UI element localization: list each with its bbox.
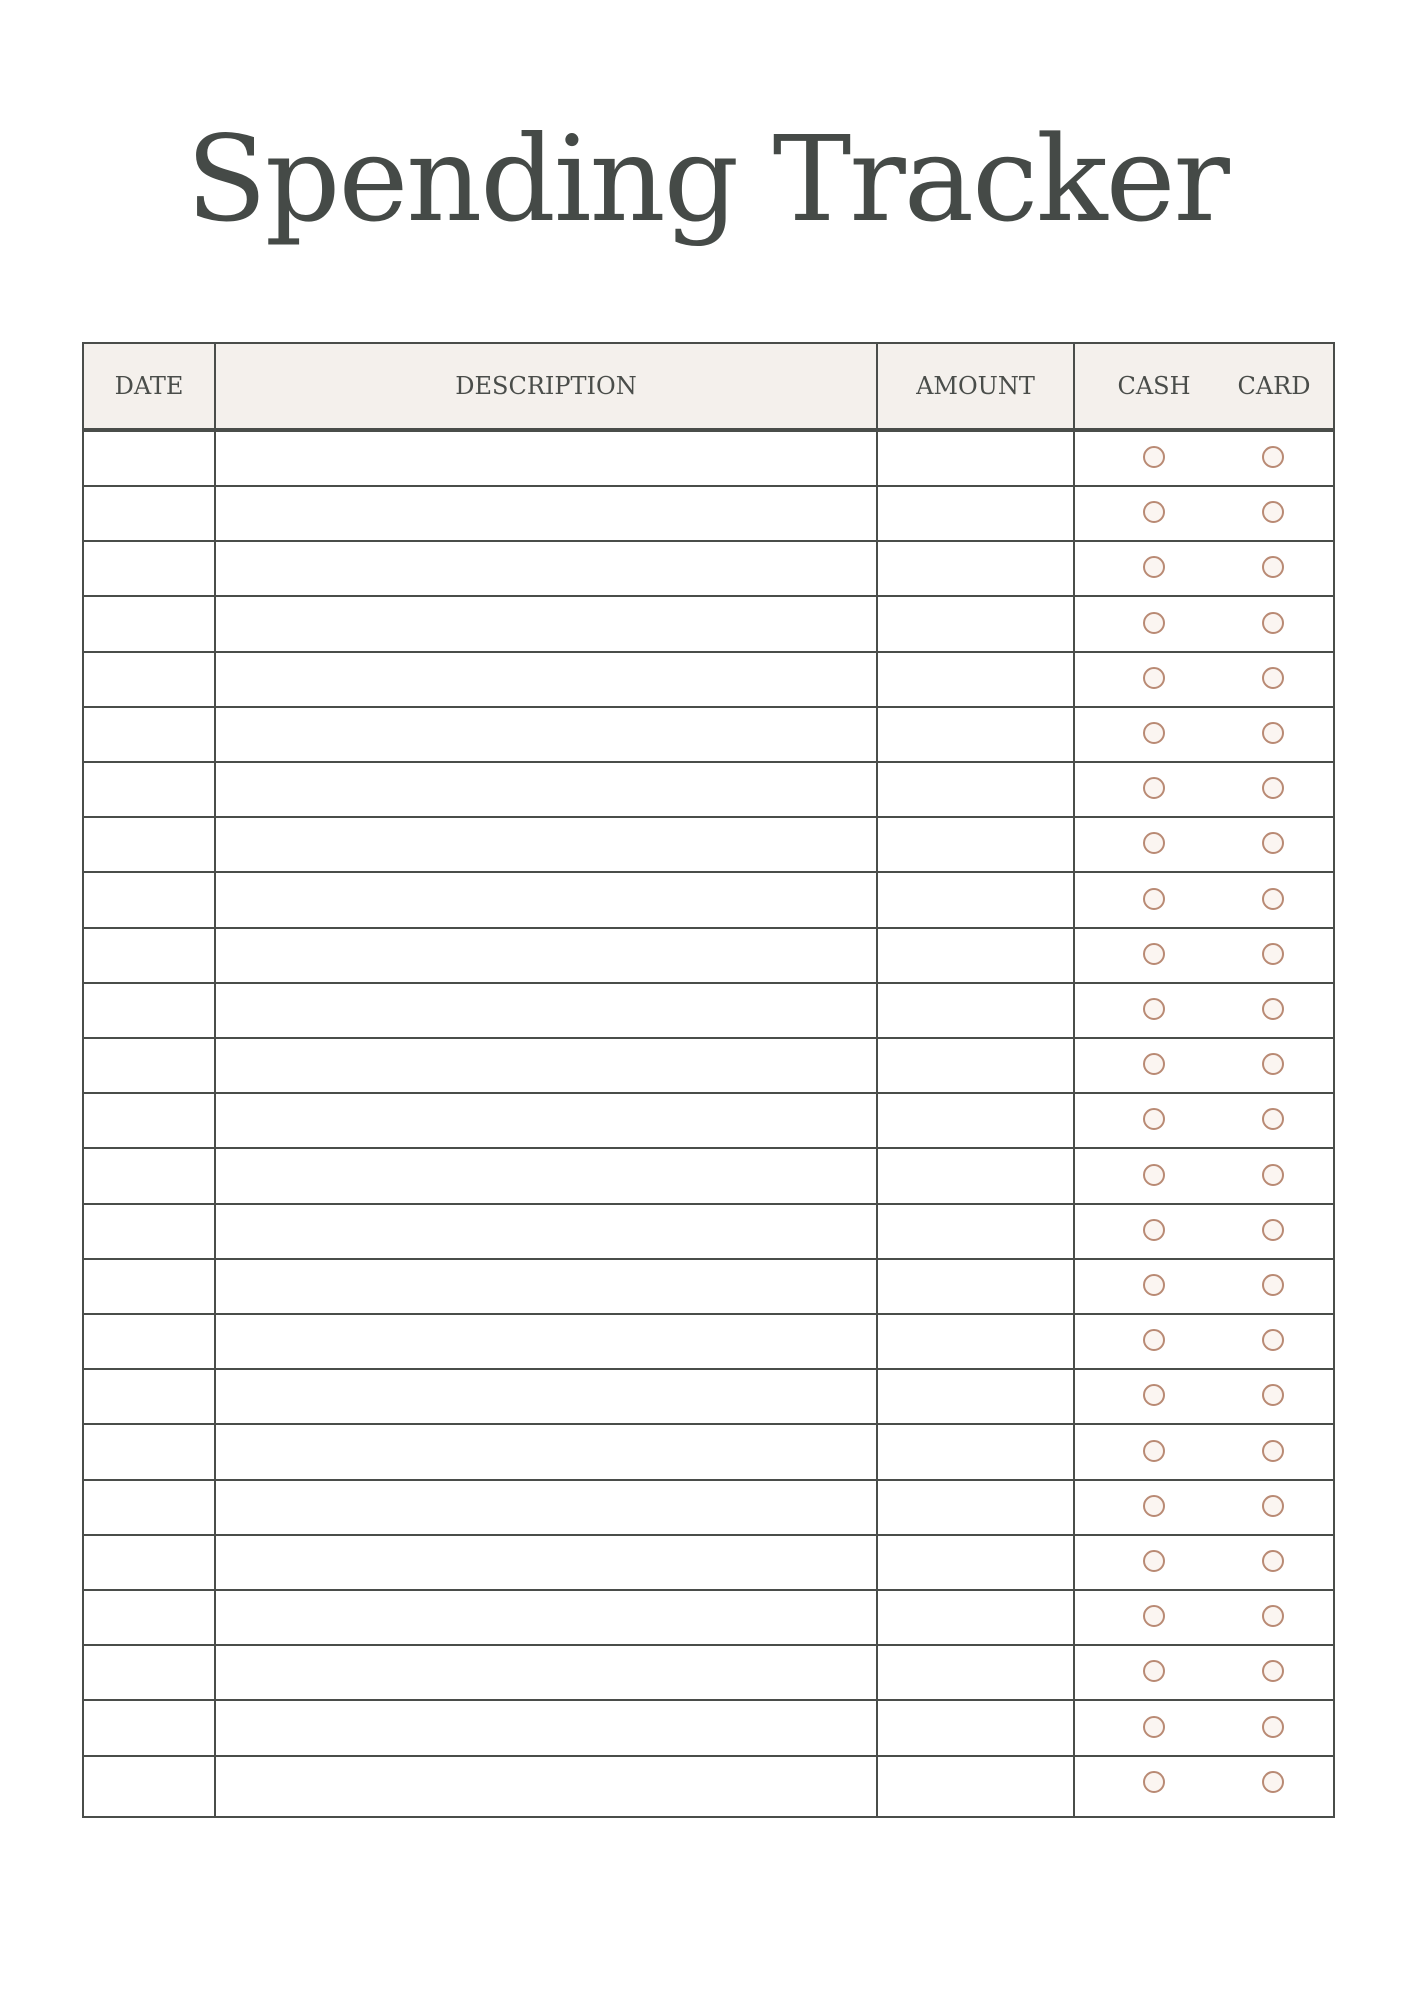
description-cell[interactable] bbox=[216, 1426, 876, 1479]
description-cell[interactable] bbox=[216, 763, 876, 816]
card-radio[interactable] bbox=[1262, 612, 1284, 634]
table-row bbox=[84, 1315, 1333, 1370]
description-cell[interactable] bbox=[216, 1094, 876, 1147]
table-row bbox=[84, 653, 1333, 708]
card-radio[interactable] bbox=[1262, 1771, 1284, 1793]
table-row bbox=[84, 1702, 1333, 1757]
table-row bbox=[84, 487, 1333, 542]
cash-radio[interactable] bbox=[1143, 1440, 1165, 1462]
table-row bbox=[84, 929, 1333, 984]
description-cell[interactable] bbox=[216, 929, 876, 982]
table-row bbox=[84, 1260, 1333, 1315]
card-radio[interactable] bbox=[1262, 501, 1284, 523]
amount-cell[interactable] bbox=[878, 929, 1073, 982]
date-cell[interactable] bbox=[84, 984, 214, 1037]
card-radio[interactable] bbox=[1262, 1329, 1284, 1351]
table-row bbox=[84, 598, 1333, 653]
card-radio[interactable] bbox=[1262, 722, 1284, 744]
table-row bbox=[84, 874, 1333, 929]
table-row bbox=[84, 1094, 1333, 1149]
cash-radio[interactable] bbox=[1143, 943, 1165, 965]
description-cell[interactable] bbox=[216, 708, 876, 761]
amount-cell[interactable] bbox=[878, 1481, 1073, 1534]
amount-cell[interactable] bbox=[878, 1536, 1073, 1589]
amount-cell[interactable] bbox=[878, 984, 1073, 1037]
date-cell[interactable] bbox=[84, 598, 214, 651]
table-row bbox=[84, 542, 1333, 597]
table-row bbox=[84, 1536, 1333, 1591]
amount-cell[interactable] bbox=[878, 1591, 1073, 1644]
date-cell[interactable] bbox=[84, 1094, 214, 1147]
card-radio[interactable] bbox=[1262, 943, 1284, 965]
cash-radio[interactable] bbox=[1143, 501, 1165, 523]
amount-cell[interactable] bbox=[878, 708, 1073, 761]
amount-cell[interactable] bbox=[878, 1205, 1073, 1258]
amount-cell[interactable] bbox=[878, 432, 1073, 485]
column-header-date: DATE bbox=[114, 372, 184, 400]
card-radio[interactable] bbox=[1262, 1108, 1284, 1130]
table-row bbox=[84, 1205, 1333, 1260]
card-radio[interactable] bbox=[1262, 1440, 1284, 1462]
cash-radio[interactable] bbox=[1143, 667, 1165, 689]
card-radio[interactable] bbox=[1262, 1660, 1284, 1682]
amount-cell[interactable] bbox=[878, 1260, 1073, 1313]
date-cell[interactable] bbox=[84, 1260, 214, 1313]
amount-cell[interactable] bbox=[878, 1315, 1073, 1368]
card-radio[interactable] bbox=[1262, 1384, 1284, 1406]
amount-cell[interactable] bbox=[878, 1370, 1073, 1423]
cash-radio[interactable] bbox=[1143, 888, 1165, 910]
column-header-amount: AMOUNT bbox=[916, 372, 1035, 400]
card-radio[interactable] bbox=[1262, 446, 1284, 468]
cash-radio[interactable] bbox=[1143, 1108, 1165, 1130]
cash-radio[interactable] bbox=[1143, 1329, 1165, 1351]
spending-table bbox=[82, 342, 1335, 1818]
description-cell[interactable] bbox=[216, 432, 876, 485]
description-cell[interactable] bbox=[216, 1205, 876, 1258]
description-cell[interactable] bbox=[216, 1757, 876, 1810]
cash-radio[interactable] bbox=[1143, 1550, 1165, 1572]
date-cell[interactable] bbox=[84, 1757, 214, 1810]
amount-cell[interactable] bbox=[878, 1150, 1073, 1203]
table-row bbox=[84, 763, 1333, 818]
amount-cell[interactable] bbox=[878, 874, 1073, 927]
table-row bbox=[84, 432, 1333, 487]
cash-radio[interactable] bbox=[1143, 1495, 1165, 1517]
description-cell[interactable] bbox=[216, 1370, 876, 1423]
table-row bbox=[84, 1039, 1333, 1094]
description-cell[interactable] bbox=[216, 542, 876, 595]
cash-radio[interactable] bbox=[1143, 722, 1165, 744]
description-cell[interactable] bbox=[216, 984, 876, 1037]
cash-radio[interactable] bbox=[1143, 777, 1165, 799]
amount-cell[interactable] bbox=[878, 542, 1073, 595]
description-cell[interactable] bbox=[216, 653, 876, 706]
amount-cell[interactable] bbox=[878, 1039, 1073, 1092]
card-radio[interactable] bbox=[1262, 667, 1284, 689]
date-cell[interactable] bbox=[84, 1039, 214, 1092]
card-radio[interactable] bbox=[1262, 1053, 1284, 1075]
card-radio[interactable] bbox=[1262, 1495, 1284, 1517]
table-row bbox=[84, 708, 1333, 763]
date-cell[interactable] bbox=[84, 763, 214, 816]
description-cell[interactable] bbox=[216, 598, 876, 651]
description-cell[interactable] bbox=[216, 818, 876, 871]
card-radio[interactable] bbox=[1262, 556, 1284, 578]
date-cell[interactable] bbox=[84, 1702, 214, 1755]
table-row bbox=[84, 1150, 1333, 1205]
cash-radio[interactable] bbox=[1143, 1716, 1165, 1738]
description-cell[interactable] bbox=[216, 1481, 876, 1534]
date-cell[interactable] bbox=[84, 1426, 214, 1479]
description-cell[interactable] bbox=[216, 1536, 876, 1589]
card-radio[interactable] bbox=[1262, 1605, 1284, 1627]
amount-cell[interactable] bbox=[878, 1646, 1073, 1699]
date-cell[interactable] bbox=[84, 1205, 214, 1258]
date-cell[interactable] bbox=[84, 653, 214, 706]
cash-radio[interactable] bbox=[1143, 1605, 1165, 1627]
amount-cell[interactable] bbox=[878, 818, 1073, 871]
date-cell[interactable] bbox=[84, 1536, 214, 1589]
cash-radio[interactable] bbox=[1143, 1274, 1165, 1296]
table-row bbox=[84, 1370, 1333, 1425]
date-cell[interactable] bbox=[84, 432, 214, 485]
table-row bbox=[84, 1757, 1333, 1812]
page-title: Spending Tracker bbox=[186, 110, 1228, 248]
amount-cell[interactable] bbox=[878, 653, 1073, 706]
table-row bbox=[84, 1591, 1333, 1646]
card-radio[interactable] bbox=[1262, 998, 1284, 1020]
date-cell[interactable] bbox=[84, 487, 214, 540]
card-radio[interactable] bbox=[1262, 1219, 1284, 1241]
table-row bbox=[84, 1481, 1333, 1536]
date-cell[interactable] bbox=[84, 1370, 214, 1423]
description-cell[interactable] bbox=[216, 1315, 876, 1368]
cash-radio[interactable] bbox=[1143, 1660, 1165, 1682]
card-radio[interactable] bbox=[1262, 777, 1284, 799]
cash-radio[interactable] bbox=[1143, 1219, 1165, 1241]
cash-radio[interactable] bbox=[1143, 1771, 1165, 1793]
description-cell[interactable] bbox=[216, 1646, 876, 1699]
card-radio[interactable] bbox=[1262, 888, 1284, 910]
date-cell[interactable] bbox=[84, 1646, 214, 1699]
column-header-description: DESCRIPTION bbox=[455, 372, 637, 400]
cash-radio[interactable] bbox=[1143, 1384, 1165, 1406]
table-header bbox=[84, 344, 1333, 432]
amount-cell[interactable] bbox=[878, 1094, 1073, 1147]
date-cell[interactable] bbox=[84, 818, 214, 871]
date-cell[interactable] bbox=[84, 1481, 214, 1534]
description-cell[interactable] bbox=[216, 1702, 876, 1755]
date-cell[interactable] bbox=[84, 708, 214, 761]
description-cell[interactable] bbox=[216, 1039, 876, 1092]
cash-radio[interactable] bbox=[1143, 612, 1165, 634]
cash-radio[interactable] bbox=[1143, 556, 1165, 578]
amount-cell[interactable] bbox=[878, 763, 1073, 816]
description-cell[interactable] bbox=[216, 1150, 876, 1203]
date-cell[interactable] bbox=[84, 1315, 214, 1368]
date-cell[interactable] bbox=[84, 874, 214, 927]
cash-radio[interactable] bbox=[1143, 1164, 1165, 1186]
table-row bbox=[84, 984, 1333, 1039]
date-cell[interactable] bbox=[84, 929, 214, 982]
amount-cell[interactable] bbox=[878, 598, 1073, 651]
description-cell[interactable] bbox=[216, 487, 876, 540]
date-cell[interactable] bbox=[84, 542, 214, 595]
card-radio[interactable] bbox=[1262, 1164, 1284, 1186]
card-radio[interactable] bbox=[1262, 1716, 1284, 1738]
description-cell[interactable] bbox=[216, 874, 876, 927]
table-row bbox=[84, 818, 1333, 873]
cash-radio[interactable] bbox=[1143, 446, 1165, 468]
amount-cell[interactable] bbox=[878, 487, 1073, 540]
table-row bbox=[84, 1426, 1333, 1481]
card-radio[interactable] bbox=[1262, 832, 1284, 854]
amount-cell[interactable] bbox=[878, 1757, 1073, 1810]
cash-radio[interactable] bbox=[1143, 998, 1165, 1020]
cash-radio[interactable] bbox=[1143, 1053, 1165, 1075]
column-header-cash: CASH bbox=[1117, 372, 1191, 400]
cash-radio[interactable] bbox=[1143, 832, 1165, 854]
description-cell[interactable] bbox=[216, 1260, 876, 1313]
amount-cell[interactable] bbox=[878, 1702, 1073, 1755]
date-cell[interactable] bbox=[84, 1150, 214, 1203]
column-header-card: CARD bbox=[1237, 372, 1311, 400]
card-radio[interactable] bbox=[1262, 1550, 1284, 1572]
date-cell[interactable] bbox=[84, 1591, 214, 1644]
table-row bbox=[84, 1646, 1333, 1701]
amount-cell[interactable] bbox=[878, 1426, 1073, 1479]
description-cell[interactable] bbox=[216, 1591, 876, 1644]
card-radio[interactable] bbox=[1262, 1274, 1284, 1296]
